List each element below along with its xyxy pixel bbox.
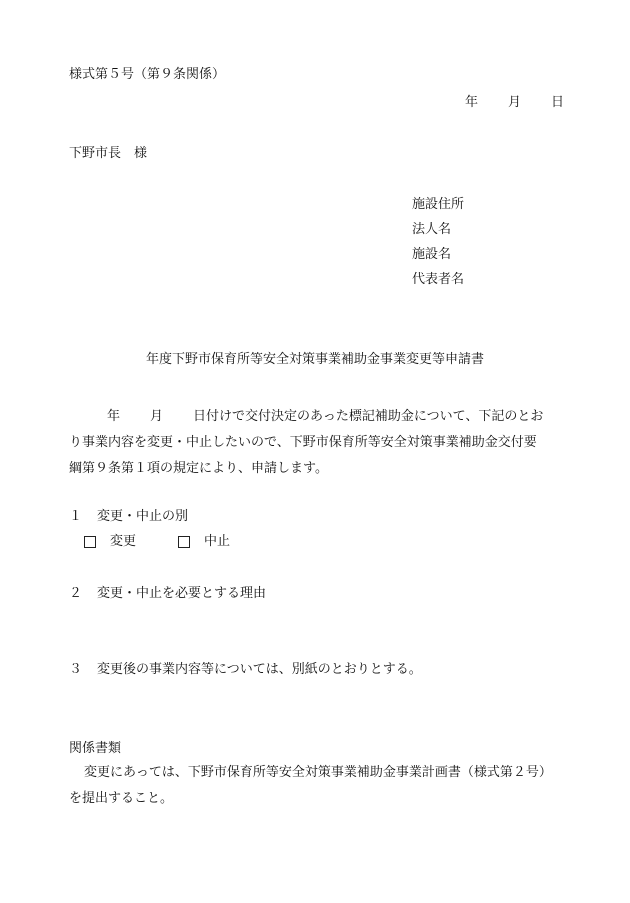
- checkbox-icon[interactable]: [84, 536, 96, 548]
- form-number: 様式第５号（第９条関係）: [69, 67, 226, 82]
- related-line-1: 変更にあっては、下野市保育所等安全対策事業補助金事業計画書（様式第２号）: [84, 765, 552, 780]
- section-number: １: [69, 509, 83, 524]
- addressee-honorific: 様: [134, 146, 148, 161]
- related-documents-heading: 関係書類: [69, 741, 122, 756]
- body-line-1: [69, 404, 563, 430]
- facility-name-label: 施設名: [412, 247, 452, 262]
- related-documents-body: [69, 760, 563, 812]
- section-number: ３: [69, 662, 83, 677]
- option-cancel[interactable]: [178, 535, 230, 548]
- option-label: 変更: [110, 534, 137, 549]
- option-label: 中止: [204, 534, 231, 549]
- date-day: 日: [550, 95, 564, 110]
- document-title: 年度下野市保育所等安全対策事業補助金事業変更等申請書: [145, 352, 484, 367]
- body-line-3: 綱第９条第１項の規定により、申請します。: [69, 461, 328, 476]
- addressee-name: 下野市長: [69, 146, 122, 161]
- section-1: [69, 510, 188, 523]
- body-line-2: り事業内容を変更・中止したいので、下野市保育所等安全対策事業補助金交付要: [69, 435, 537, 450]
- body-month: 月: [150, 409, 164, 424]
- addressee: [69, 147, 147, 160]
- corporation-name-label: 法人名: [412, 222, 452, 237]
- body-year: 年: [107, 409, 121, 424]
- change-cancel-options: [84, 535, 230, 548]
- application-body: [69, 404, 563, 482]
- date-line: [465, 96, 564, 109]
- section-number: ２: [69, 586, 83, 601]
- date-year: 年: [464, 95, 478, 110]
- date-month: 月: [507, 95, 521, 110]
- related-line-2: を提出すること。: [69, 791, 174, 806]
- section-label: 変更後の事業内容等については、別紙のとおりとする。: [97, 662, 422, 677]
- facility-address-label: 施設住所: [412, 197, 465, 212]
- section-2: [69, 587, 266, 600]
- section-label: 変更・中止の別: [97, 509, 189, 524]
- section-label: 変更・中止を必要とする理由: [97, 586, 267, 601]
- applicant-fields: [412, 198, 464, 298]
- body-text-1: 日付けで交付決定のあった標記補助金について、下記のとお: [193, 409, 544, 424]
- checkbox-icon[interactable]: [178, 536, 190, 548]
- option-change[interactable]: [84, 535, 136, 548]
- representative-name-label: 代表者名: [412, 272, 465, 287]
- section-3: [69, 663, 422, 676]
